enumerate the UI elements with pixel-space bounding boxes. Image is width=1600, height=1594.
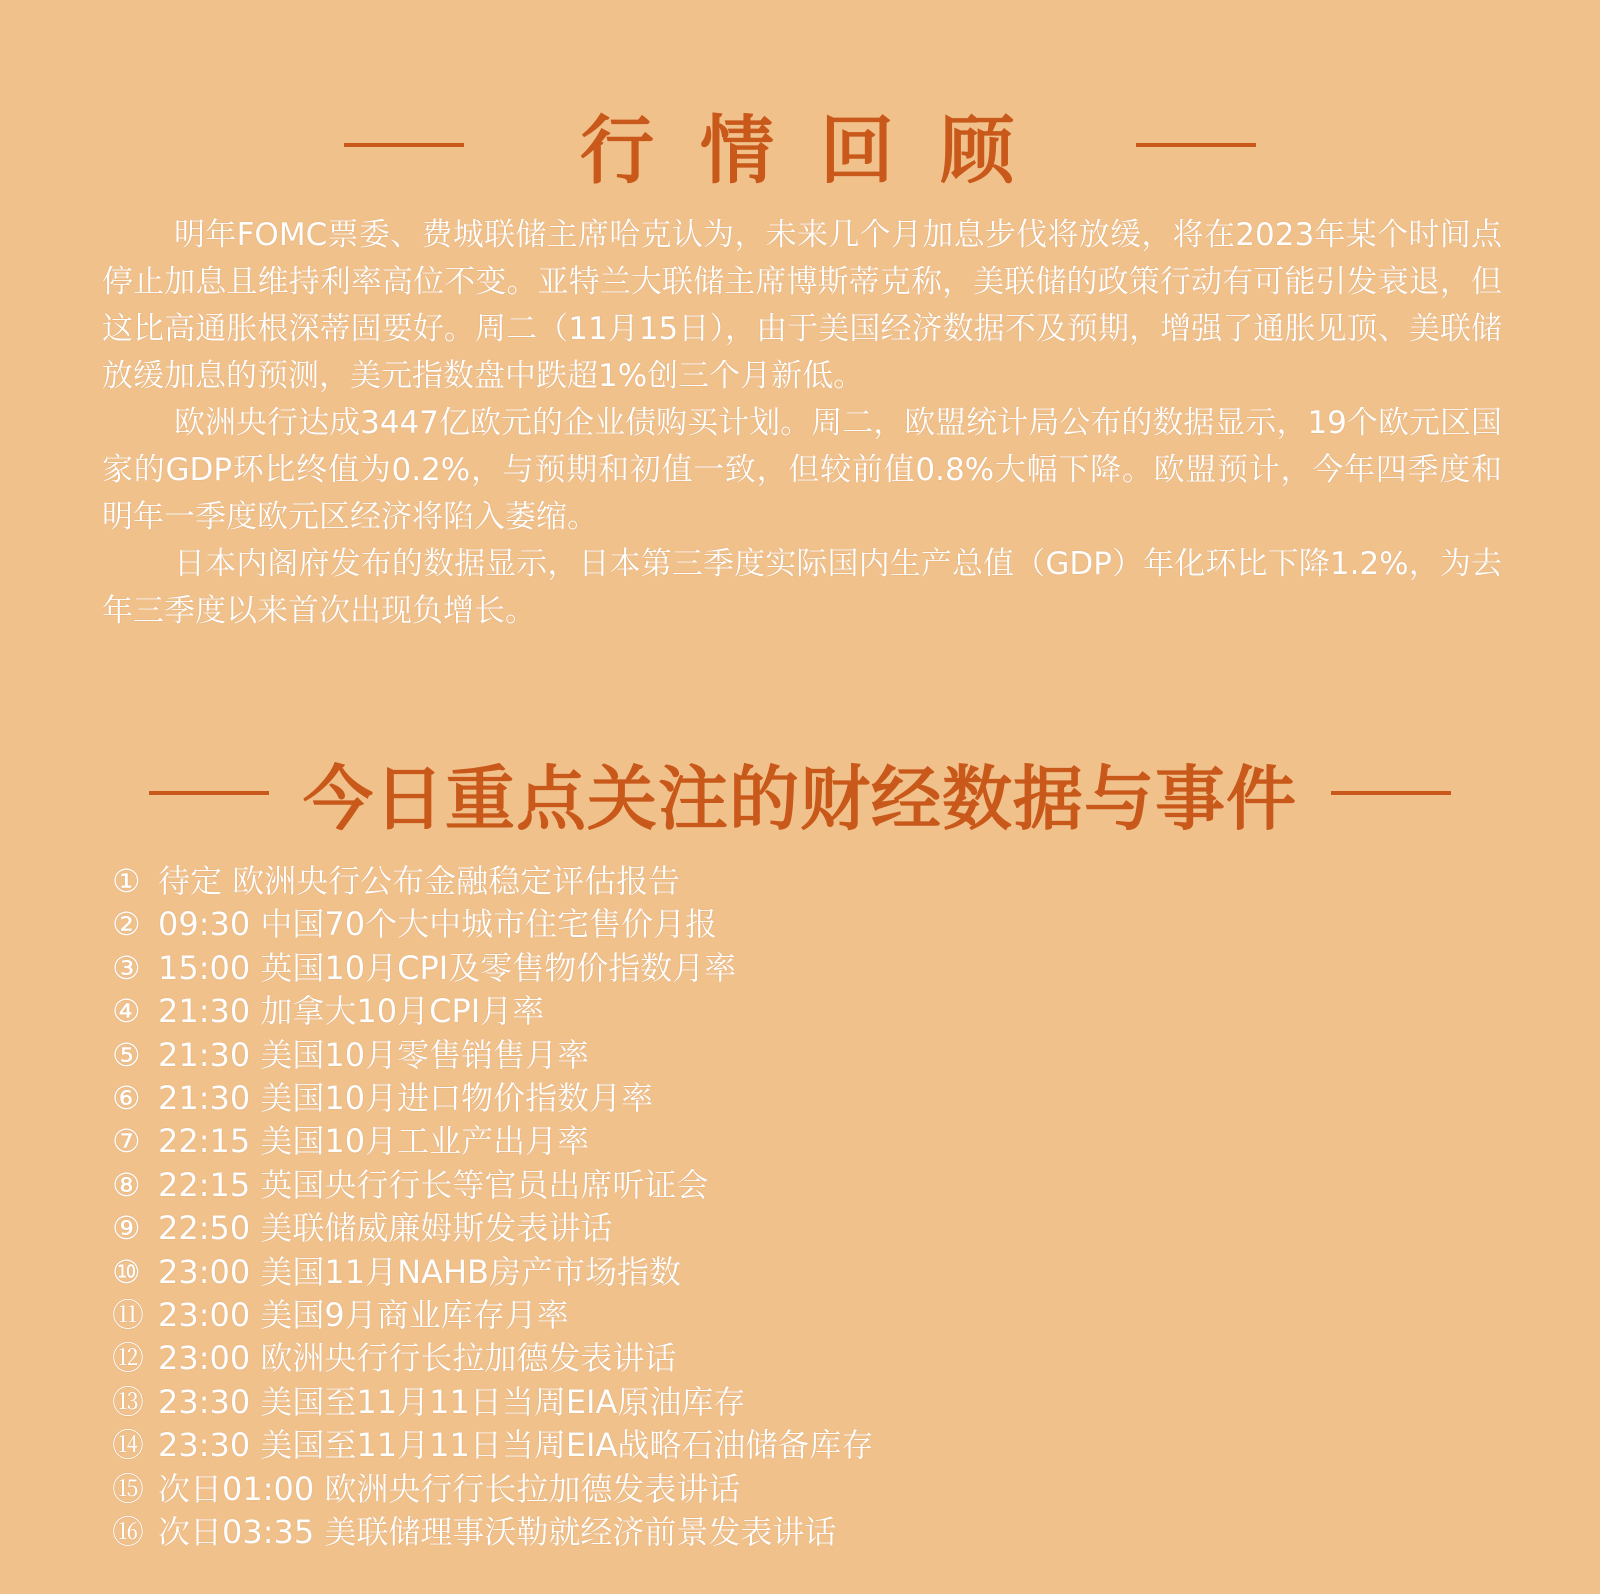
event-number: ⑪: [112, 1296, 145, 1335]
event-text: 待定 欧洲央行公布金融稳定评估报告: [158, 862, 681, 900]
review-paragraph-1: 明年FOMC票委、费城联储主席哈克认为，未来几个月加息步伐将放缓，将在2023年某个时间点停止加息且维持利率高位不变。亚特兰大联储主席博斯蒂克称，美联储的政策行动有可能引发衰退，但这比高通胀根深蒂固要好。周二（11月15日），由于美国经济数据不及预期，增强了通胀见顶、美联储放缓加息的预测，美元指数盘中跌超1%创三个月新低。: [102, 217, 1502, 394]
event-text: 21:30 美国10月进口物价指数月率: [158, 1079, 654, 1118]
event-text: 23:30 美国至11月11日当周EIA原油库存: [158, 1382, 746, 1421]
review-paragraph-2: 欧洲央行达成3447亿欧元的企业债购买计划。周二，欧盟统计局公布的数据显示，19个欧元区国家的GDP环比终值为0.2%，与预期和初值一致，但较前值0.8%大幅下降。欧盟预计，今年四季度和明年一季度欧元区经济将陷入萎缩。: [102, 405, 1502, 535]
list-item: [112, 1164, 1312, 1207]
event-text: 23:00 欧洲央行行长拉加德发表讲话: [158, 1339, 677, 1378]
list-item: [112, 1424, 1312, 1467]
event-text: 21:30 加拿大10月CPI月率: [158, 992, 545, 1031]
list-item: [112, 1077, 1312, 1120]
event-text: 09:30 中国70个大中城市住宅售价月报: [158, 905, 718, 944]
review-body: [102, 212, 1502, 635]
list-item: [112, 1381, 1312, 1424]
event-text: 21:30 美国10月零售销售月率: [158, 1035, 590, 1074]
title-rule-left: [149, 791, 269, 795]
title-rule-left: [344, 143, 464, 147]
event-number: ②: [112, 905, 141, 944]
event-number: ⑮: [112, 1469, 145, 1508]
list-item: [112, 947, 1312, 990]
event-number: ⑥: [112, 1079, 141, 1118]
list-item: [112, 1251, 1312, 1294]
list-item: [112, 1207, 1312, 1250]
event-number: ⑬: [112, 1382, 145, 1421]
event-list: [112, 860, 1312, 1555]
event-text: 22:15 美国10月工业产出月率: [158, 1122, 590, 1161]
list-item: [112, 1468, 1312, 1511]
title-rule-right: [1136, 143, 1256, 147]
focus-header: [0, 748, 1600, 838]
list-item: [112, 990, 1312, 1033]
event-number: ④: [112, 992, 141, 1031]
event-text: 次日01:00 欧洲央行行长拉加德发表讲话: [158, 1469, 741, 1508]
list-item: [112, 1294, 1312, 1337]
focus-title: 今日重点关注的财经数据与事件: [303, 757, 1297, 840]
list-item: [112, 903, 1312, 946]
list-item: [112, 860, 1312, 903]
event-number: ③: [112, 948, 141, 987]
review-title: 行情回顾: [580, 108, 1060, 194]
event-number: ⑭: [112, 1426, 145, 1465]
event-number: ⑩: [112, 1252, 141, 1291]
event-text: 22:50 美联储威廉姆斯发表讲话: [158, 1209, 613, 1248]
event-number: ⑨: [112, 1209, 141, 1248]
list-item: [112, 1120, 1312, 1163]
event-text: 次日03:35 美联储理事沃勒就经济前景发表讲话: [158, 1513, 837, 1552]
review-paragraph-3: 日本内阁府发布的数据显示，日本第三季度实际国内生产总值（GDP）年化环比下降1.2%，为去年三季度以来首次出现负增长。: [102, 546, 1502, 629]
event-number: ⑦: [112, 1122, 141, 1161]
event-number: ⑧: [112, 1165, 141, 1204]
event-number: ①: [112, 862, 141, 900]
title-rule-right: [1331, 791, 1451, 795]
event-text: 23:00 美国11月NAHB房产市场指数: [158, 1252, 681, 1291]
event-text: 23:00 美国9月商业库存月率: [158, 1296, 569, 1335]
list-item: [112, 1034, 1312, 1077]
list-item: [112, 1511, 1312, 1554]
event-text: 23:30 美国至11月11日当周EIA战略石油储备库存: [158, 1426, 874, 1465]
event-number: ⑯: [112, 1513, 145, 1552]
event-number: ⑤: [112, 1035, 141, 1074]
event-text: 22:15 英国央行行长等官员出席听证会: [158, 1165, 709, 1204]
list-item: [112, 1337, 1312, 1380]
review-header: [0, 100, 1600, 194]
event-text: 15:00 英国10月CPI及零售物价指数月率: [158, 948, 737, 987]
event-number: ⑫: [112, 1339, 145, 1378]
